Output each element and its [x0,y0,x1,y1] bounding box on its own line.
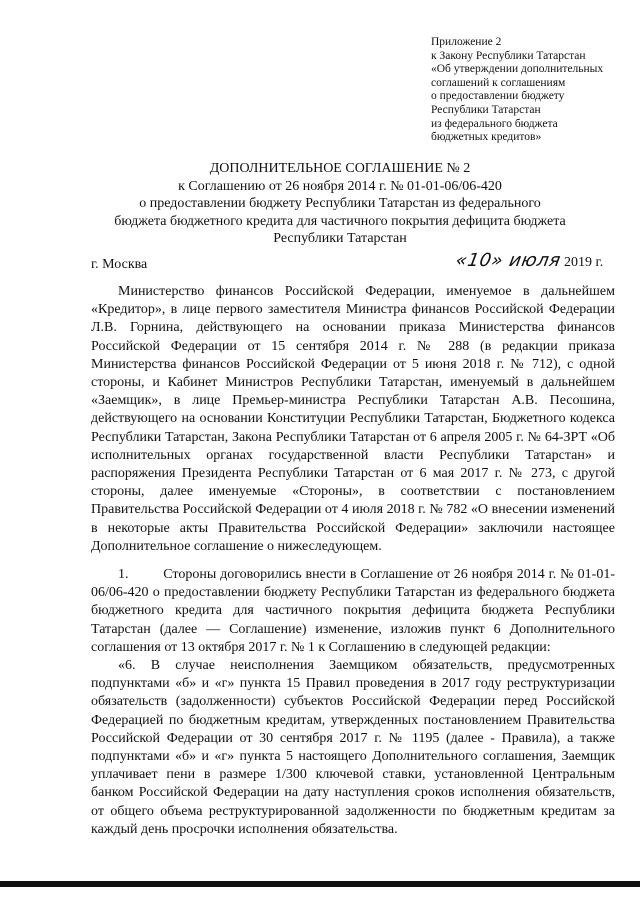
appendix-line: соглашений к соглашениям [431,76,566,89]
title-line: о предоставлении бюджету Республики Татарстан из федерального [139,196,541,211]
signing-date [456,250,603,271]
title-line: к Соглашению от 26 ноября 2014 г. № 01-01-06/06-420 [178,178,502,194]
appendix-line: Приложение 2 [431,36,502,48]
appendix-note [431,36,631,145]
clause-1-paragraph: 1. Стороны договорились внести в Соглашение от 26 ноября 2014 г. № 01-01-06/06-420 о предоставлении бюджету Республики Татарстан из федерального бюджета бюджетного кредита для частичного покрытия дефицита бюджета Республики Татарстан (далее — Соглашение) изменение, изложив пункт 6 Дополнительного соглашения от 13 октября 2017 г. № 1 к Соглашению в следующей редакции: [91,567,615,655]
appendix-line: из федерального бюджета [431,117,558,130]
agreement-heading: ДОПОЛНИТЕЛЬНОЕ СОГЛАШЕНИЕ № 2 [209,161,471,176]
signing-place: г. Москва [91,257,148,272]
appendix-line: о предоставлении бюджету [431,90,565,103]
handwritten-date: «10» июля [454,250,563,271]
agreement-body [91,283,615,839]
appendix-line: Республики Татарстан [431,103,541,116]
scan-bottom-border [0,881,640,887]
appendix-line: «Об утверждении дополнительных [431,63,604,76]
appendix-line: к Закону Республики Татарстан [431,49,586,62]
appendix-line: бюджетных кредитов» [431,131,542,144]
preamble-paragraph: Министерство финансов Российской Федерации, именуемое в дальнейшем «Кредитор», в лице первого заместителя Министра финансов Российской Федерации Л.В. Горнина, действующего на основании приказа Министерства финансов Российской Федерации от 15 сентября 2014 г. № 288 (в редакции приказа Министерства финансов Российской Федерации от 5 июня 2018 г. № 712), с одной стороны, и Кабинет Министров Республики Татарстан, именуемый в дальнейшем «Заемщик», в лице Премьер-министра Республики Татарстан А.В. Песошина, действующего на основании Конституции Республики Татарстан, Бюджетного кодекса Республики Татарстан, Закона Республики Татарстан от 6 апреля 2005 г. № 64-ЗРТ «Об исполнительных органах государственной власти Республики Татарстан» и распоряжения Президента Республики Татарстан от 6 мая 2017 г. № 273, с другой стороны, далее именуемые «Стороны», в соответствии с постановлением Правительства Российской Федерации от 4 июля 2018 г. № 782 «О внесении изменений в некоторые акты Правительства Российской Федерации» заключили настоящее Дополнительное соглашение о нижеследующем. [91,284,615,554]
agreement-title [60,160,620,248]
date-year: 2019 г. [564,255,604,270]
title-line: Республики Татарстан [273,231,407,246]
clause-6-quote-paragraph: «6. В случае неисполнения Заемщиком обязательств, предусмотренных подпунктами «б» и «г» пункта 15 Правил проведения в 2017 году реструктуризации обязательств (задолженности) субъектов Российской Федерации перед Российской Федерацией по бюджетным кредитам, утвержденных постановлением Правительства Российской Федерации от 30 сентября 2017 г. № 1195 (далее - Правила), а также подпунктами «б» и «г» пункта 5 настоящего Дополнительного соглашения, Заемщик уплачивает пени в размере 1/300 ключевой ставки, установленной Центральным банком Российской Федерации на дату наступления сроков исполнения обязательств, от общего объема реструктурированной задолженности по бюджетным кредитам за каждый день просрочки исполнения обязательства. [91,658,615,837]
title-line: бюджета бюджетного кредита для частичного покрытия дефицита бюджета [114,213,566,229]
